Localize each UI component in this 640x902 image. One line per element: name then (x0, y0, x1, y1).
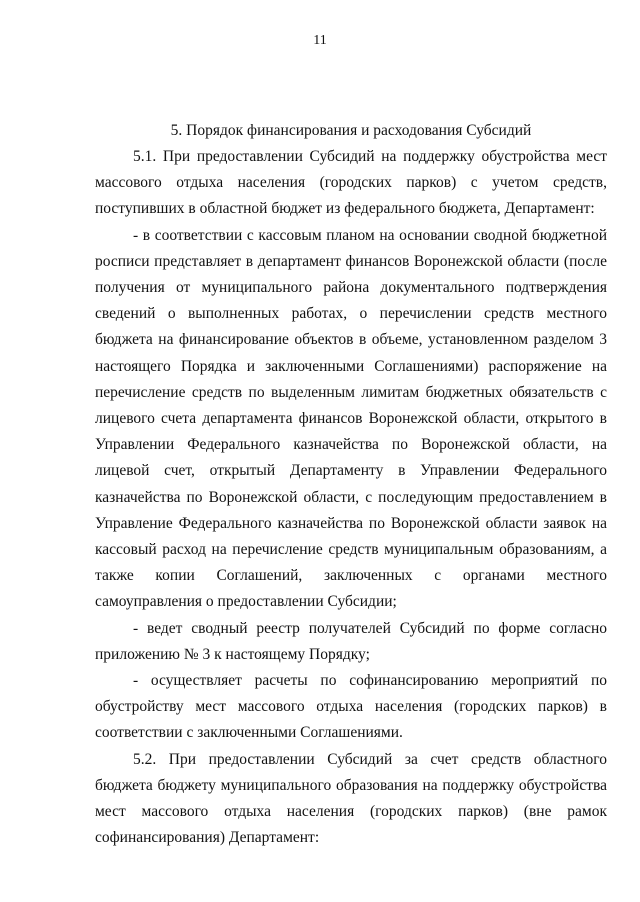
document-body (95, 118, 607, 851)
paragraph-registry: - ведет сводный реестр получателей Субсидий по форме согласно приложению № 3 к настоящему Порядку; (95, 619, 607, 663)
paragraph-calculations: - осуществляет расчеты по софинансированию мероприятий по обустройству мест массового отдыха населения (городских парков) в соответствии с заключенными Соглашениями. (95, 672, 607, 742)
paragraph-5-1: 5.1. При предоставлении Субсидий на поддержку обустройства мест массового отдыха населения (городских парков) с учетом средств, поступивших в областной бюджет из федерального бюджета, Департамент: (95, 148, 607, 218)
paragraph-5-2: 5.2. При предоставлении Субсидий за счет средств областного бюджета бюджету муниципального образования на поддержку обустройства мест массового отдыха населения (городских парков) (вне рамок софинансирования) Департамент: (95, 750, 607, 847)
page-number: 11 (313, 33, 327, 48)
paragraph-cash-plan: - в соответствии с кассовым планом на основании сводной бюджетной росписи представляет в департамент финансов Воронежской области (после получения от муниципального района документального подтверждения сведений о выполненных работах, о перечислении средств местного бюджета на финансирование объектов в объеме, установленном разделом 3 настоящего Порядка и заключенными Соглашениями) распоряжение на перечисление средств по выделенным лимитам бюджетных обязательств с лицевого счета департамента финансов Воронежской области, открытого в Управлении Федерального казначейства по Воронежской области, на лицевой счет, открытый Департаменту в Управлении Федерального казначейства по Воронежской области, с последующим предоставлением в Управление Федерального казначейства по Воронежской области заявок на кассовый расход на перечисление средств муниципальным образованиям, а также копии Соглашений, заключенных с органами местного самоуправления о предоставлении Субсидии; (95, 226, 607, 611)
section-heading: 5. Порядок финансирования и расходования Субсидий (170, 122, 532, 139)
